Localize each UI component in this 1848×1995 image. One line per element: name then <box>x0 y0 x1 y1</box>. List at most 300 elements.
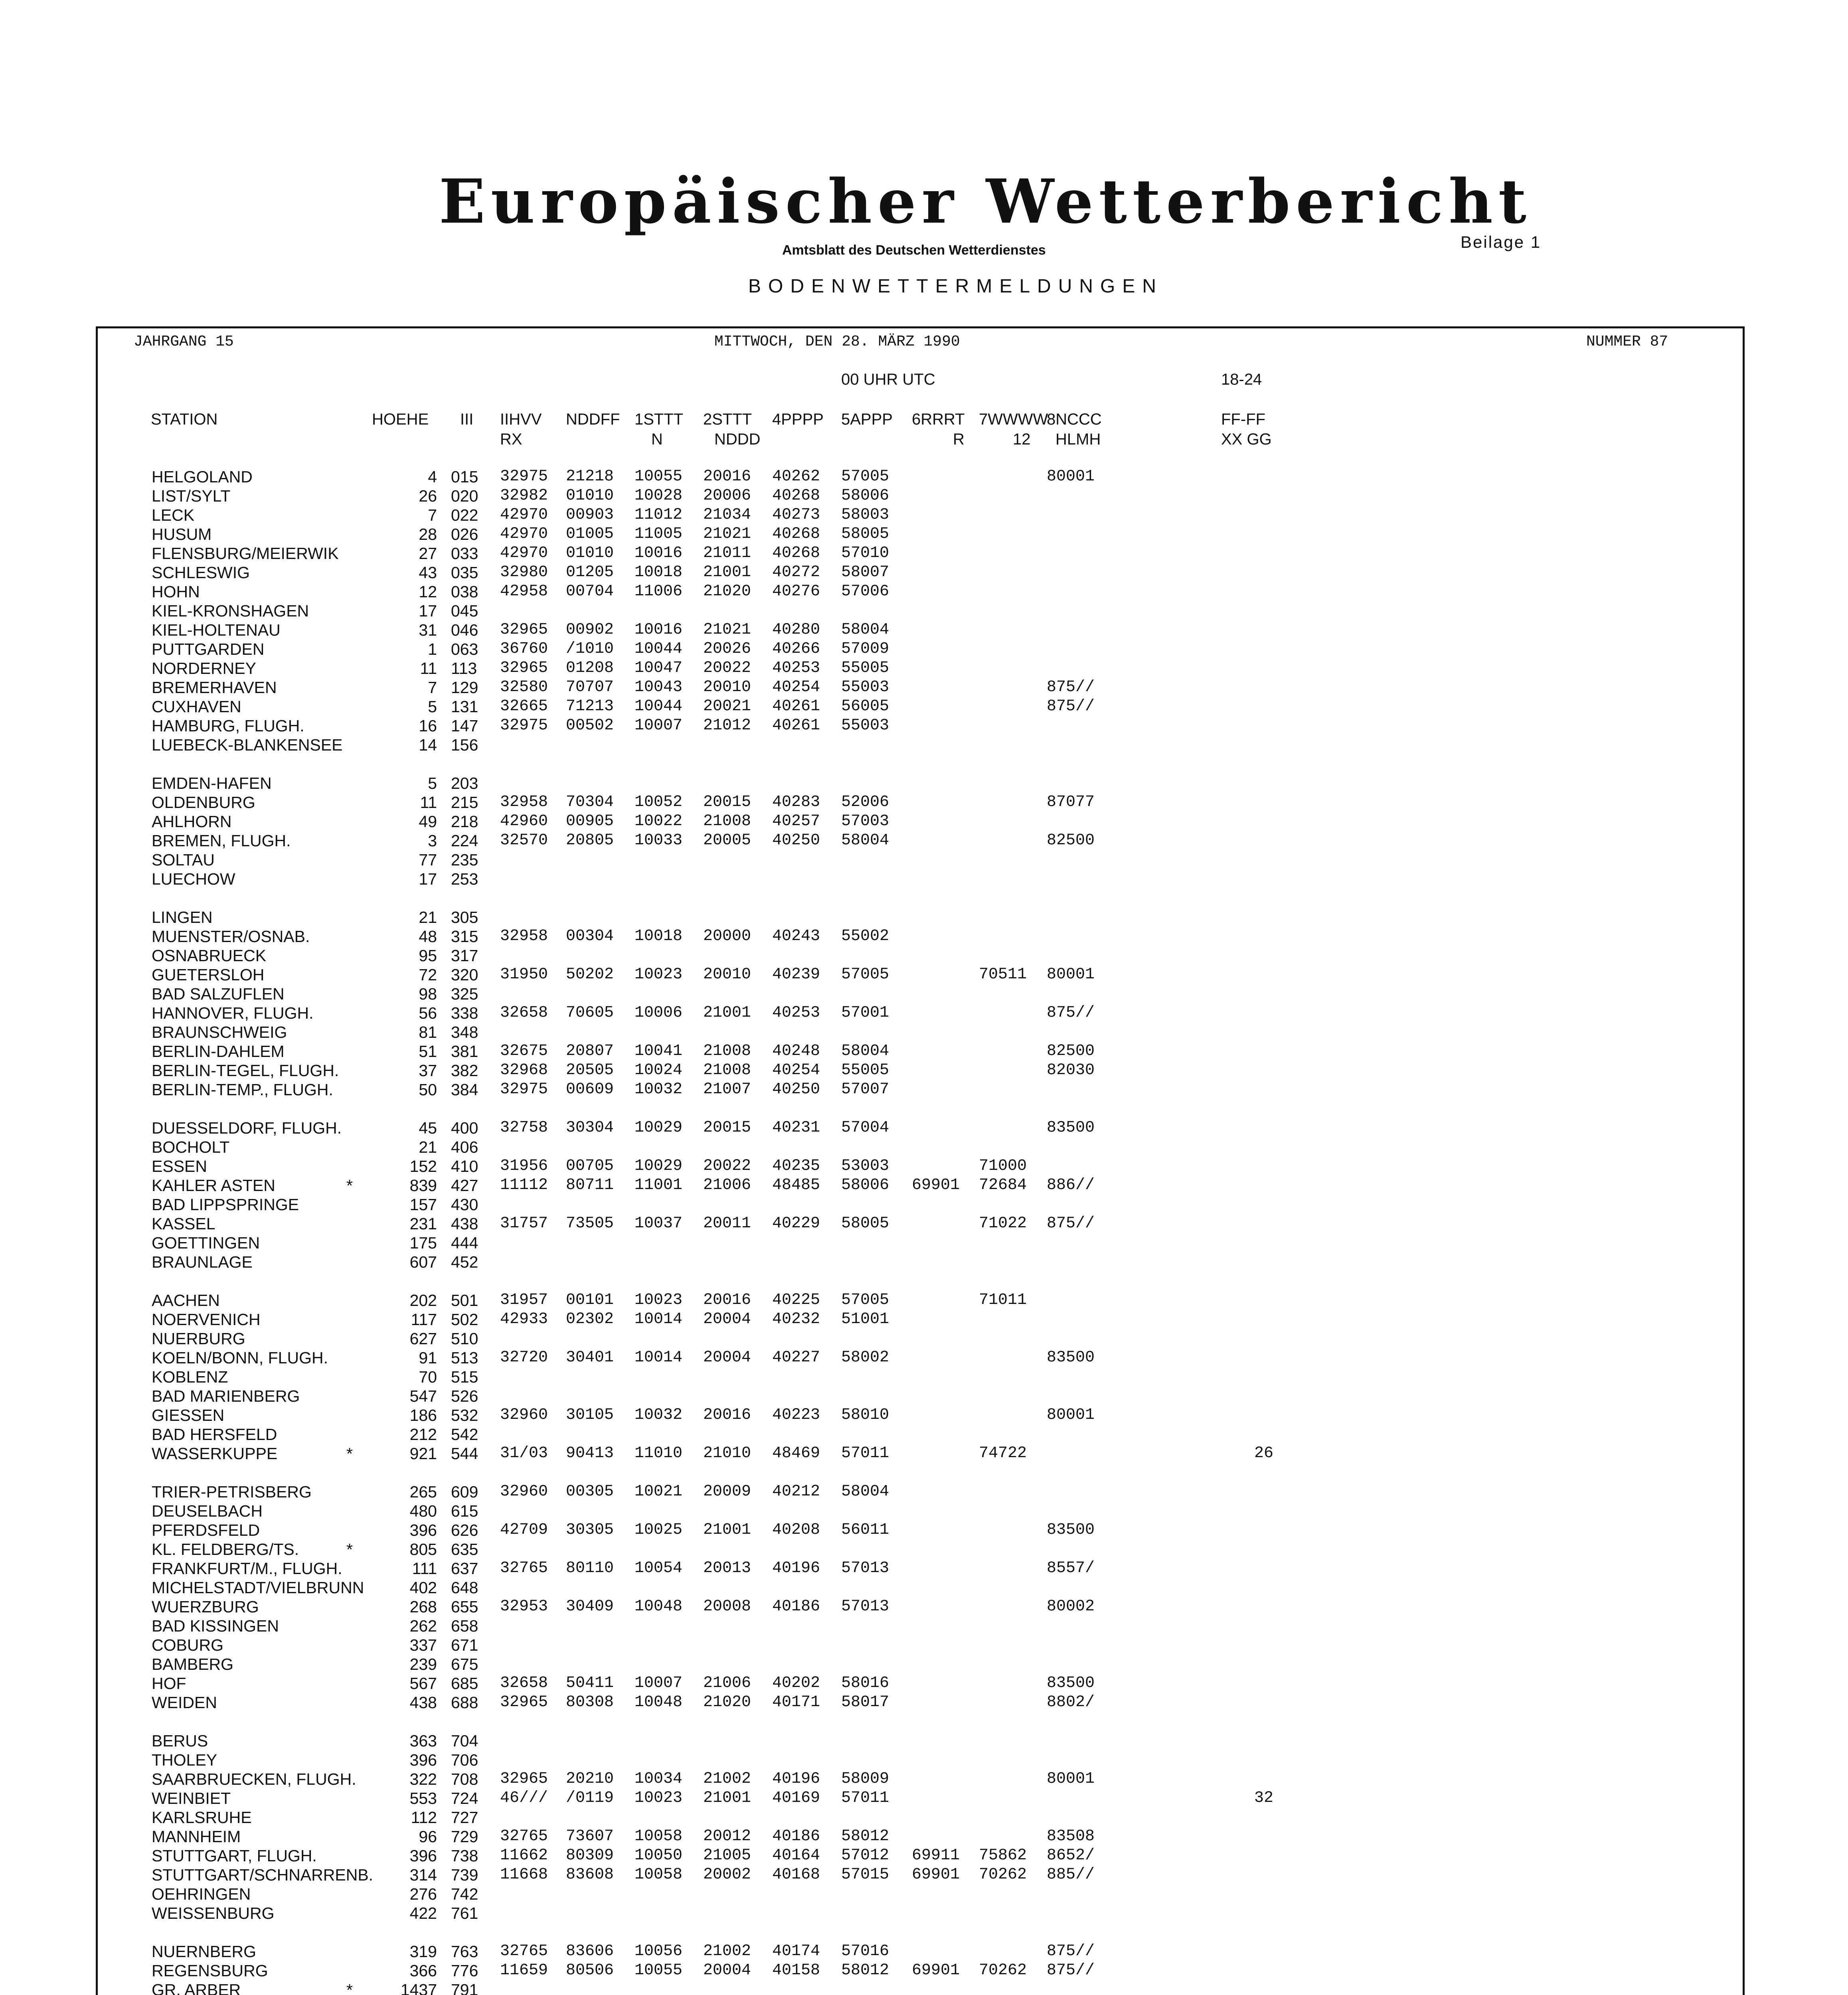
column-header-height: HOEHE <box>372 411 429 428</box>
synop-group: 40196 <box>772 1770 820 1788</box>
period-label: 18-24 <box>1221 371 1262 388</box>
station-name: BAD MARIENBERG <box>152 1387 300 1405</box>
station-height: 17 <box>419 870 437 888</box>
synop-group: 20004 <box>703 1961 751 1979</box>
synop-group: 31957 <box>500 1291 548 1309</box>
station-name: SOLTAU <box>152 851 215 869</box>
station-height: 322 <box>409 1770 437 1788</box>
synop-group: 40212 <box>772 1483 820 1501</box>
synop-group: 20016 <box>703 468 751 486</box>
station-index: 129 <box>451 678 478 697</box>
synop-group: 42970 <box>500 525 548 543</box>
station-height: 337 <box>409 1636 437 1654</box>
station-name: COBURG <box>152 1636 223 1654</box>
station-name: NUERBURG <box>152 1329 245 1348</box>
synop-group: 52006 <box>841 793 889 811</box>
synop-group: 10044 <box>634 640 683 658</box>
synop-group: 80308 <box>566 1693 614 1711</box>
station-index: 224 <box>451 832 478 850</box>
gust-value: 32 <box>1254 1789 1274 1807</box>
station-index: 655 <box>451 1598 478 1616</box>
synop-group: 70605 <box>566 1004 614 1022</box>
synop-group: 10006 <box>634 1004 683 1022</box>
station-name: WEINBIET <box>152 1789 231 1807</box>
station-height: 186 <box>409 1406 437 1424</box>
station-height: 547 <box>409 1387 437 1405</box>
station-name: BRAUNLAGE <box>152 1253 253 1271</box>
station-index: 427 <box>451 1176 478 1195</box>
station-height: 805 <box>409 1540 437 1558</box>
synop-group: 10048 <box>634 1693 683 1711</box>
synop-group: 20022 <box>703 659 751 677</box>
synop-group: 10007 <box>634 1674 683 1692</box>
synop-group: 32758 <box>500 1119 548 1137</box>
group-8nccc: 83500 <box>1047 1119 1095 1137</box>
table-row <box>0 1789 1848 1808</box>
synop-group: 00304 <box>566 927 614 945</box>
synop-group: 42960 <box>500 812 548 830</box>
synop-group: 32960 <box>500 1483 548 1501</box>
synop-group: 20021 <box>703 697 751 715</box>
group-8nccc: 83500 <box>1047 1674 1095 1692</box>
table-row <box>0 1367 1848 1387</box>
synop-group: 80506 <box>566 1961 614 1979</box>
synop-group: 55002 <box>841 927 889 945</box>
table-row <box>0 716 1848 735</box>
synop-group: 10032 <box>634 1080 683 1098</box>
table-row <box>0 1521 1848 1540</box>
synop-group: 36760 <box>500 640 548 658</box>
station-height: 438 <box>409 1693 437 1712</box>
station-height: 21 <box>419 1138 437 1156</box>
synop-group: 00101 <box>566 1291 614 1309</box>
table-row <box>0 1961 1848 1980</box>
station-height: 7 <box>428 506 437 524</box>
station-height: 3 <box>428 832 437 850</box>
station-name: BAD HERSFELD <box>152 1425 277 1444</box>
group-8nccc: 875// <box>1047 1004 1095 1022</box>
column-subheader-10: XX GG <box>1221 431 1272 448</box>
table-row <box>0 1942 1848 1961</box>
synop-group: 40257 <box>772 812 820 830</box>
synop-group: 10022 <box>634 812 683 830</box>
station-height: 422 <box>409 1904 437 1922</box>
group-8nccc: 83500 <box>1047 1521 1095 1539</box>
date-line: MITTWOCH, DEN 28. MÄRZ 1990 <box>714 333 960 350</box>
synop-group: 21020 <box>703 1693 751 1711</box>
station-index: 761 <box>451 1904 478 1922</box>
table-row <box>0 965 1848 984</box>
synop-group: 11112 <box>500 1176 548 1194</box>
station-height: 17 <box>419 602 437 620</box>
synop-group: 55005 <box>841 1061 889 1079</box>
synop-group: 32965 <box>500 1770 548 1788</box>
synop-group: 32765 <box>500 1827 548 1845</box>
synop-group: 31956 <box>500 1157 548 1175</box>
station-height: 396 <box>409 1847 437 1865</box>
synop-group: 21001 <box>703 1789 751 1807</box>
synop-group: 10043 <box>634 678 683 696</box>
synop-group: 40229 <box>772 1215 820 1233</box>
station-index: 739 <box>451 1866 478 1884</box>
station-index: 038 <box>451 583 478 601</box>
synop-group: 40250 <box>772 1080 820 1098</box>
station-height: 37 <box>419 1061 437 1080</box>
group-7wwww: 75862 <box>979 1847 1027 1865</box>
station-name: BREMERHAVEN <box>152 678 277 697</box>
station-index: 727 <box>451 1808 478 1827</box>
table-row <box>0 1252 1848 1272</box>
synop-group: 32658 <box>500 1004 548 1022</box>
group-8nccc: 8557/ <box>1047 1559 1095 1577</box>
synop-group: 11662 <box>500 1847 548 1865</box>
station-index: 501 <box>451 1291 478 1310</box>
station-index: 382 <box>451 1061 478 1080</box>
synop-group: 57011 <box>841 1789 889 1807</box>
synop-group: 40268 <box>772 487 820 505</box>
synop-group: /1010 <box>566 640 614 658</box>
station-name: KARLSRUHE <box>152 1808 252 1827</box>
station-name: TRIER-PETRISBERG <box>152 1483 312 1501</box>
synop-group: 40262 <box>772 468 820 486</box>
station-index: 026 <box>451 525 478 543</box>
group-6rrrt: 69901 <box>912 1866 960 1884</box>
synop-group: 21021 <box>703 621 751 639</box>
station-name: OSNABRUECK <box>152 946 267 965</box>
synop-group: 58006 <box>841 487 889 505</box>
station-height: 239 <box>409 1655 437 1673</box>
station-name: NORDERNEY <box>152 659 256 678</box>
synop-group: 32765 <box>500 1942 548 1960</box>
group-7wwww: 74722 <box>979 1444 1027 1462</box>
mountain-station-marker: * <box>346 1176 353 1195</box>
station-index: 147 <box>451 717 478 735</box>
station-index: 626 <box>451 1521 478 1539</box>
station-name: BAD KISSINGEN <box>152 1617 279 1635</box>
synop-group: 20807 <box>566 1042 614 1060</box>
synop-group: 32953 <box>500 1598 548 1616</box>
synop-group: 20022 <box>703 1157 751 1175</box>
station-height: 262 <box>409 1617 437 1635</box>
station-name: GUETERSLOH <box>152 966 265 984</box>
column-header-8: 7WWWW <box>979 411 1048 428</box>
station-height: 5 <box>428 774 437 792</box>
synop-group: 55005 <box>841 659 889 677</box>
station-name: LUECHOW <box>152 870 235 888</box>
station-name: HAMBURG, FLUGH. <box>152 717 304 735</box>
synop-group: 21007 <box>703 1080 751 1098</box>
station-name: LINGEN <box>152 908 213 926</box>
station-index: 033 <box>451 544 478 563</box>
station-index: 338 <box>451 1004 478 1022</box>
station-index: 015 <box>451 468 478 486</box>
synop-group: 57005 <box>841 468 889 486</box>
synop-group: 20011 <box>703 1215 751 1233</box>
synop-group: 40276 <box>772 583 820 600</box>
station-index: 502 <box>451 1310 478 1329</box>
group-7wwww: 71000 <box>979 1157 1027 1175</box>
synop-group: 55003 <box>841 717 889 735</box>
station-index: 325 <box>451 985 478 1003</box>
station-height: 11 <box>420 659 437 678</box>
synop-group: 40261 <box>772 717 820 735</box>
synop-group: 40253 <box>772 1004 820 1022</box>
synop-group: 11001 <box>634 1176 683 1194</box>
synop-group: 10056 <box>634 1942 683 1960</box>
synop-group: 10044 <box>634 697 683 715</box>
station-index: 791 <box>451 1981 478 1995</box>
station-index: 317 <box>451 946 478 965</box>
synop-group: 21010 <box>703 1444 751 1462</box>
synop-group: 21005 <box>703 1847 751 1865</box>
station-name: SAARBRUECKEN, FLUGH. <box>152 1770 356 1788</box>
station-height: 396 <box>409 1521 437 1539</box>
station-height: 5 <box>428 697 437 716</box>
synop-group: 32720 <box>500 1349 548 1367</box>
table-row <box>0 1061 1848 1080</box>
station-height: 45 <box>419 1119 437 1137</box>
station-index: 315 <box>451 927 478 946</box>
station-index: 615 <box>451 1502 478 1520</box>
table-row <box>0 486 1848 506</box>
station-index: 400 <box>451 1119 478 1137</box>
synop-group: 20005 <box>703 832 751 849</box>
synop-group: 20006 <box>703 487 751 505</box>
synop-group: 21012 <box>703 717 751 735</box>
station-name: BERLIN-DAHLEM <box>152 1042 285 1061</box>
station-name: GOETTINGEN <box>152 1234 260 1252</box>
group-8nccc: 80002 <box>1047 1598 1095 1616</box>
synop-group: 40272 <box>772 563 820 581</box>
station-index: 544 <box>451 1444 478 1463</box>
station-name: AHLHORN <box>152 812 232 831</box>
table-row <box>0 927 1848 946</box>
synop-group: 57005 <box>841 1291 889 1309</box>
station-name: KAHLER ASTEN <box>152 1176 275 1195</box>
station-height: 202 <box>409 1291 437 1310</box>
table-row <box>0 1750 1848 1770</box>
station-name: CUXHAVEN <box>152 697 241 716</box>
station-height: 480 <box>409 1502 437 1520</box>
synop-group: 10052 <box>634 793 683 811</box>
table-row <box>0 1559 1848 1578</box>
station-height: 314 <box>409 1866 437 1884</box>
synop-group: 20015 <box>703 793 751 811</box>
synop-group: 57015 <box>841 1866 889 1884</box>
synop-group: 20026 <box>703 640 751 658</box>
group-7wwww: 70511 <box>979 966 1027 984</box>
station-name: BERLIN-TEMP., FLUGH. <box>152 1080 333 1099</box>
group-8nccc: 80001 <box>1047 1406 1095 1424</box>
synop-group: 40250 <box>772 832 820 849</box>
synop-group: 32965 <box>500 659 548 677</box>
synop-group: 55003 <box>841 678 889 696</box>
synop-group: 40280 <box>772 621 820 639</box>
station-index: 444 <box>451 1234 478 1252</box>
time-label: 00 UHR UTC <box>841 371 935 388</box>
synop-group: 10016 <box>634 621 683 639</box>
station-name: GR. ARBER <box>152 1981 241 1995</box>
station-index: 675 <box>451 1655 478 1673</box>
synop-group: 10058 <box>634 1866 683 1884</box>
section-title: BODENWETTERMELDUNGEN <box>748 276 1164 297</box>
column-subheader-4: NDDD <box>714 431 761 448</box>
synop-group: 40225 <box>772 1291 820 1309</box>
synop-group: 10034 <box>634 1770 683 1788</box>
synop-group: 10058 <box>634 1827 683 1845</box>
synop-group: 32570 <box>500 832 548 849</box>
station-name: PFERDSFELD <box>152 1521 260 1539</box>
table-row <box>0 1348 1848 1367</box>
synop-group: 57006 <box>841 583 889 600</box>
synop-group: 58012 <box>841 1827 889 1845</box>
station-height: 49 <box>419 812 437 831</box>
station-index: 253 <box>451 870 478 888</box>
table-row <box>0 1501 1848 1521</box>
synop-group: 40243 <box>772 927 820 945</box>
synop-group: 32675 <box>500 1042 548 1060</box>
synop-group: 10037 <box>634 1215 683 1233</box>
station-name: REGENSBURG <box>152 1961 268 1980</box>
table-row <box>0 1770 1848 1789</box>
station-height: 366 <box>409 1961 437 1980</box>
station-name: HUSUM <box>152 525 212 543</box>
synop-group: 32980 <box>500 563 548 581</box>
synop-group: 32982 <box>500 487 548 505</box>
station-index: 532 <box>451 1406 478 1424</box>
station-height: 43 <box>419 563 437 582</box>
station-index: 658 <box>451 1617 478 1635</box>
synop-group: 57007 <box>841 1080 889 1098</box>
synop-group: 40171 <box>772 1693 820 1711</box>
synop-group: 70304 <box>566 793 614 811</box>
synop-group: 80110 <box>566 1559 614 1577</box>
station-name: KIEL-HOLTENAU <box>152 621 281 639</box>
station-height: 276 <box>409 1885 437 1903</box>
station-name: KIEL-KRONSHAGEN <box>152 602 309 620</box>
table-row <box>0 1616 1848 1636</box>
table-row <box>0 735 1848 755</box>
station-index: 320 <box>451 966 478 984</box>
station-name: LIST/SYLT <box>152 487 231 505</box>
table-row <box>0 1808 1848 1827</box>
group-7wwww: 72684 <box>979 1176 1027 1194</box>
station-name: NOERVENICH <box>152 1310 261 1329</box>
synop-group: 40248 <box>772 1042 820 1060</box>
station-height: 31 <box>419 621 437 639</box>
synop-group: 32765 <box>500 1559 548 1577</box>
synop-group: 42970 <box>500 506 548 524</box>
station-height: 98 <box>419 985 437 1003</box>
station-height: 152 <box>409 1157 437 1175</box>
station-index: 022 <box>451 506 478 524</box>
station-index: 215 <box>451 793 478 812</box>
synop-group: 57012 <box>841 1847 889 1865</box>
synop-group: 42709 <box>500 1521 548 1539</box>
station-height: 921 <box>409 1444 437 1463</box>
station-index: 131 <box>451 697 478 716</box>
table-row <box>0 984 1848 1003</box>
synop-group: 21020 <box>703 583 751 600</box>
table-row <box>0 506 1848 525</box>
station-name: HOHN <box>152 583 200 601</box>
synop-group: 31757 <box>500 1215 548 1233</box>
station-name: GIESSEN <box>152 1406 225 1424</box>
synop-group: 58006 <box>841 1176 889 1194</box>
station-height: 72 <box>419 966 437 984</box>
table-row <box>0 1176 1848 1195</box>
synop-group: /0119 <box>566 1789 614 1807</box>
station-index: 203 <box>451 774 478 792</box>
synop-group: 48485 <box>772 1176 820 1194</box>
station-index: 452 <box>451 1253 478 1271</box>
station-index: 724 <box>451 1789 478 1807</box>
station-index: 776 <box>451 1961 478 1980</box>
synop-group: 58005 <box>841 1215 889 1233</box>
synop-group: 10050 <box>634 1847 683 1865</box>
station-name: HOF <box>152 1674 186 1693</box>
synop-group: 40273 <box>772 506 820 524</box>
synop-group: 20009 <box>703 1483 751 1501</box>
synop-group: 10023 <box>634 966 683 984</box>
synop-group: 51001 <box>841 1310 889 1328</box>
synop-group: 21011 <box>703 544 751 562</box>
synop-group: 01010 <box>566 544 614 562</box>
table-row <box>0 1233 1848 1252</box>
station-name: WEISSENBURG <box>152 1904 275 1922</box>
station-name: FRANKFURT/M., FLUGH. <box>152 1559 342 1578</box>
synop-group: 00502 <box>566 717 614 735</box>
station-name: HANNOVER, FLUGH. <box>152 1004 314 1022</box>
synop-group: 01005 <box>566 525 614 543</box>
synop-group: 40196 <box>772 1559 820 1577</box>
table-row <box>0 659 1848 678</box>
synop-group: 58012 <box>841 1961 889 1979</box>
station-height: 396 <box>409 1751 437 1769</box>
synop-group: 21001 <box>703 1004 751 1022</box>
station-name: WEIDEN <box>152 1693 217 1712</box>
synop-group: 83606 <box>566 1942 614 1960</box>
station-height: 50 <box>419 1080 437 1099</box>
synop-group: 40261 <box>772 697 820 715</box>
synop-group: 10016 <box>634 544 683 562</box>
synop-group: 20002 <box>703 1866 751 1884</box>
synop-group: 20016 <box>703 1291 751 1309</box>
station-height: 27 <box>419 544 437 563</box>
synop-group: 10014 <box>634 1310 683 1328</box>
synop-group: 00305 <box>566 1483 614 1501</box>
station-index: 513 <box>451 1349 478 1367</box>
synop-group: 40268 <box>772 525 820 543</box>
synop-group: 11006 <box>634 583 683 600</box>
synop-group: 56011 <box>841 1521 889 1539</box>
table-row <box>0 793 1848 812</box>
synop-group: 10023 <box>634 1789 683 1807</box>
table-row <box>0 1080 1848 1099</box>
station-index: 635 <box>451 1540 478 1558</box>
synop-group: 21002 <box>703 1770 751 1788</box>
station-index: 704 <box>451 1732 478 1750</box>
synop-group: 32665 <box>500 697 548 715</box>
synop-group: 40186 <box>772 1827 820 1845</box>
table-row <box>0 563 1848 582</box>
station-name: BAD LIPPSPRINGE <box>152 1195 299 1214</box>
synop-group: 21001 <box>703 1521 751 1539</box>
synop-group: 11005 <box>634 525 683 543</box>
table-row <box>0 678 1848 697</box>
station-name: ESSEN <box>152 1157 207 1175</box>
group-8nccc: 82500 <box>1047 832 1095 849</box>
